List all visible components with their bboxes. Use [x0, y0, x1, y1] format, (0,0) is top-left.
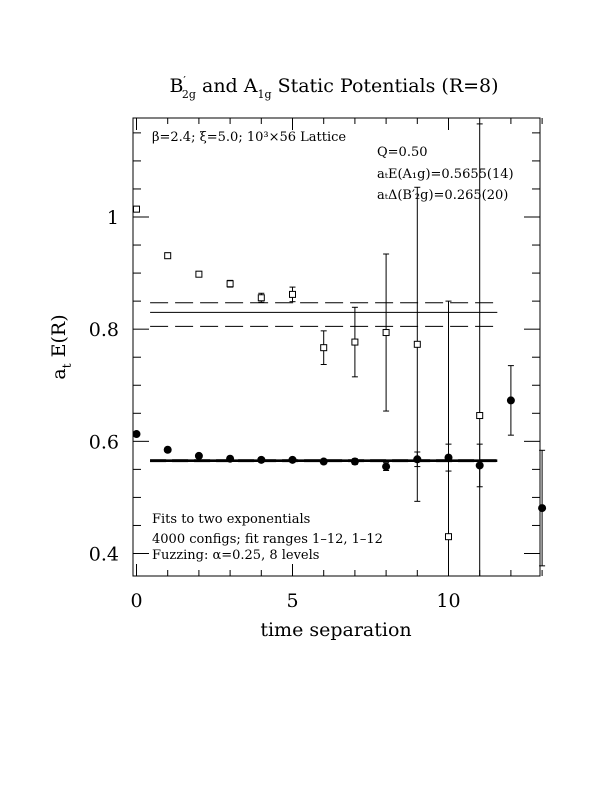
a1g-data-point — [476, 461, 484, 469]
y-axis-label: $a_t$ E(R) — [48, 314, 74, 380]
a1g-data-point — [538, 504, 546, 512]
a1g-data-point — [257, 456, 265, 464]
x-tick-label: 10 — [436, 590, 461, 612]
fit-bands — [150, 303, 497, 462]
b2g-data-point — [414, 341, 420, 347]
b2g-data-point — [383, 330, 389, 336]
b2g-data-point — [165, 253, 171, 259]
a1g-fit-annotation: aₜE(A₁g)=0.5655(14) — [377, 167, 514, 182]
a1g-data-point — [289, 456, 297, 464]
plot-frame — [133, 118, 540, 576]
a1g-data-point — [351, 458, 359, 466]
y-tick-label: 0.8 — [88, 319, 119, 342]
lattice-annotation: β=2.4; ξ=5.0; 10³×56 Lattice — [152, 130, 347, 145]
b2g-data-point — [227, 281, 233, 287]
y-tick-label: 0.6 — [88, 431, 119, 454]
b2g-data-point — [196, 271, 202, 277]
x-tick-label: 5 — [286, 590, 299, 612]
fuzzing-annotation: Fuzzing: α=0.25, 8 levels — [152, 548, 320, 563]
x-axis-label: time separation — [260, 619, 412, 641]
b2g-fit-annotation: aₜΔ(B′₂g)=0.265(20) — [377, 188, 509, 203]
b2g-data-point — [352, 339, 358, 345]
a1g-data-point — [507, 396, 515, 404]
a1g-data-point — [445, 454, 453, 462]
q-annotation: Q=0.50 — [377, 145, 428, 160]
b2g-data-point — [258, 295, 264, 301]
y-tick-label: 0.4 — [88, 543, 119, 566]
fits-annotation: Fits to two exponentials — [152, 512, 311, 527]
a1g-data-point — [413, 455, 421, 463]
b2g-data-point — [134, 206, 140, 212]
a1g-data-point — [133, 430, 141, 438]
chart-title: B′ 2g and $A_{1g}$ Static Potentials (R=8) — [169, 74, 499, 101]
axis-ticks — [133, 118, 542, 576]
a1g-data-point — [195, 452, 203, 460]
a1g-data-point — [382, 463, 390, 471]
b2g-data-point — [446, 534, 452, 540]
x-tick-label: 0 — [130, 590, 143, 612]
configs-annotation: 4000 configs; fit ranges 1–12, 1–12 — [152, 532, 383, 547]
a1g-data-point — [164, 446, 172, 454]
a1g-data-point — [320, 458, 328, 466]
b2g-data-point — [290, 291, 296, 297]
a1g-data-point — [226, 455, 234, 463]
b2g-data-point — [321, 345, 327, 351]
b2g-data-point — [477, 413, 483, 419]
y-tick-label: 1 — [106, 207, 119, 229]
